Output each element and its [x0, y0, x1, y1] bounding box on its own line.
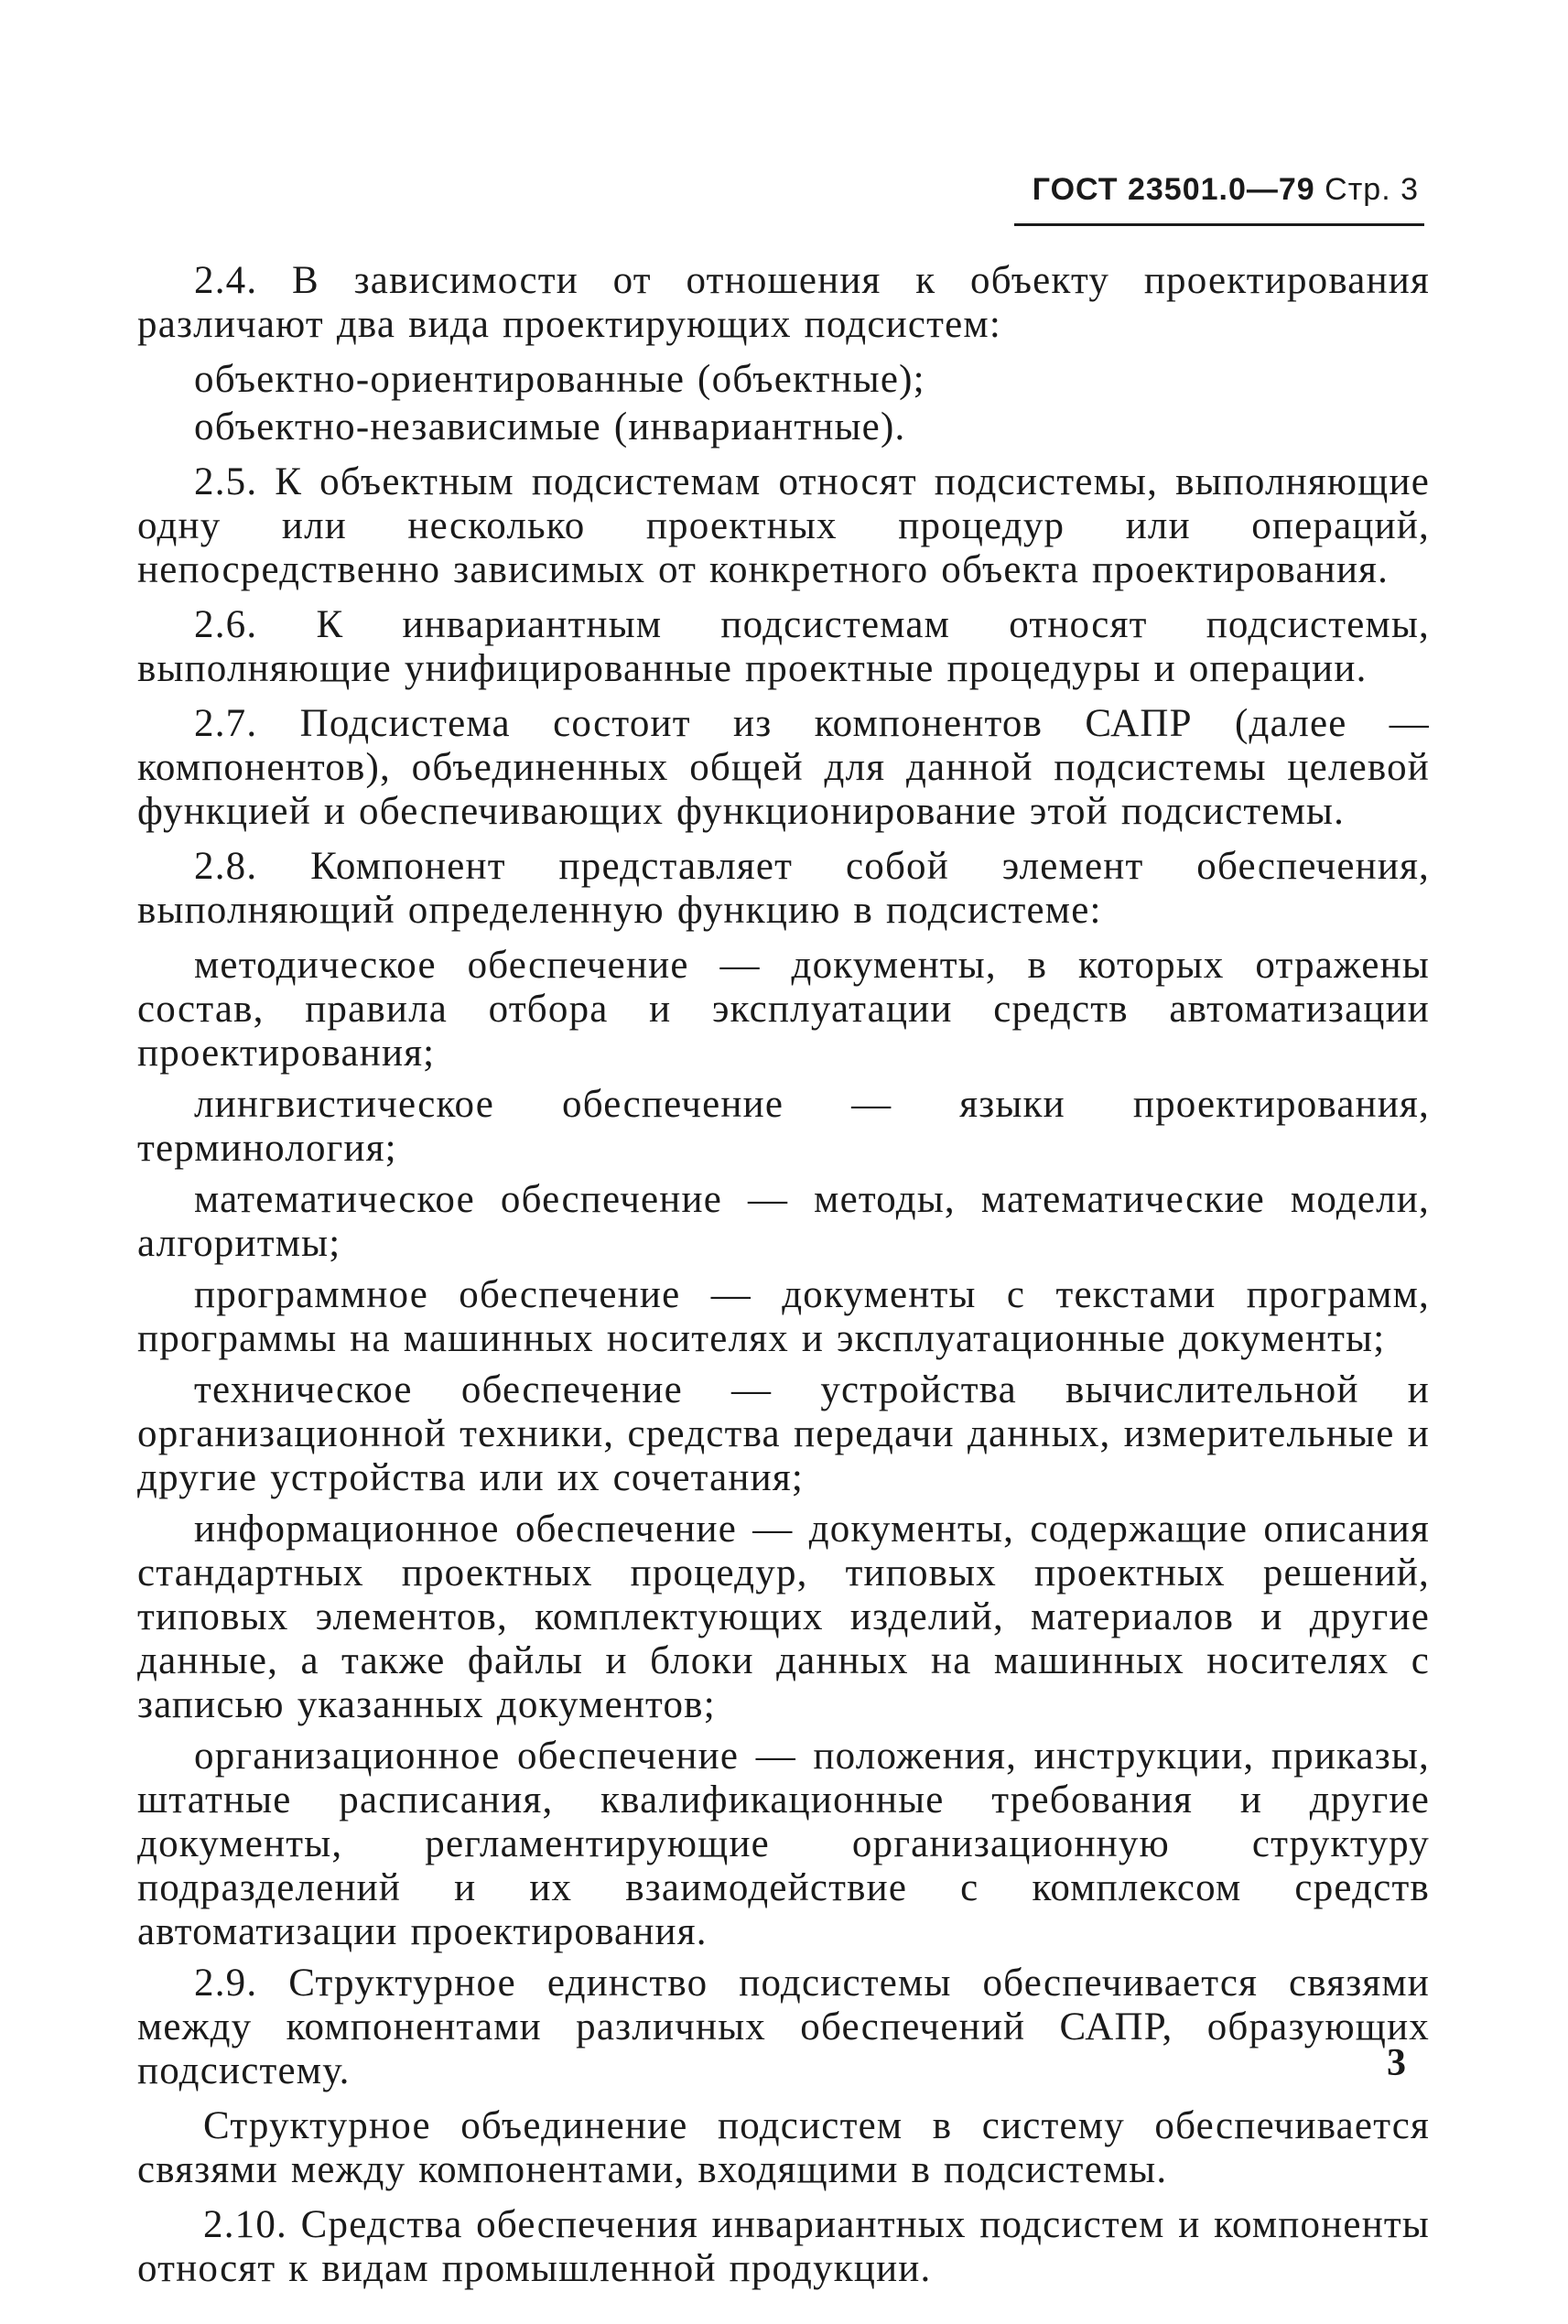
page-number: 3 [1387, 2042, 1406, 2084]
paragraph-2-6: 2.6. К инвариантным подсистемам относят подсистемы, выполняющие унифицированные проектные процедуры и операции. [137, 603, 1430, 690]
paragraph-2-4: 2.4. В зависимости от отношения к объекту проектирования различают два вида проектирующих подсистем: [137, 259, 1430, 346]
list-item-object-oriented: объектно-ориентированные (объектные); [194, 358, 925, 401]
list-item-technical: техническое обеспечение — устройства вычислительной и организационной техники, средства передачи данных, измерительные и другие устройства или их сочетания; [137, 1368, 1430, 1499]
paragraph-2-5: 2.5. К объектным подсистемам относят подсистемы, выполняющие одну или несколько проектных процедур или операций, непосредственно зависимых от конкретного объекта проектирования. [137, 460, 1430, 591]
paragraph-structural-union: Структурное объединение подсистем в систему обеспечивается связями между компонентами, входящими в подсистемы. [137, 2104, 1430, 2191]
list-item-linguistic: лингвистическое обеспечение — языки проектирования, терминология; [137, 1083, 1430, 1170]
page-header [1033, 172, 1419, 208]
list-item-informational: информационное обеспечение — документы, содержащие описания стандартных проектных процедур, типовых проектных решений, типовых элементов, комплектующих изделий, материалов и другие данные, а также файлы и блоки данных на машинных носителях с записью указанных документов; [137, 1508, 1430, 1726]
list-item-software: программное обеспечение — документы с текстами программ, программы на машинных носителях и эксплуатационные документы; [137, 1273, 1430, 1360]
list-item-methodical: методическое обеспечение — документы, в которых отражены состав, правила отбора и эксплуатации средств автоматизации проектирования; [137, 944, 1430, 1075]
list-item-organizational: организационное обеспечение — положения, инструкции, приказы, штатные расписания, квалификационные требования и другие документы, регламентирующие организационную структуру подразделений и их взаимодействие с комплексом средств автоматизации проектирования. [137, 1735, 1430, 1953]
document-body [137, 259, 1430, 2302]
paragraph-2-9: 2.9. Структурное единство подсистемы обеспечивается связями между компонентами различных обеспечений САПР, образующих подсистему. [137, 1962, 1430, 2092]
paragraph-2-10: 2.10. Средства обеспечения инвариантных подсистем и компоненты относят к видам промышленной продукции. [137, 2203, 1430, 2290]
header-rule [1014, 223, 1424, 226]
standard-designation: ГОСТ 23501.0—79 [1032, 172, 1315, 207]
paragraph-2-8: 2.8. Компонент представляет собой элемент обеспечения, выполняющий определенную функцию в подсистеме: [137, 845, 1430, 932]
paragraph-2-7: 2.7. Подсистема состоит из компонентов САПР (далее — компонентов), объединенных общей для данной подсистемы целевой функцией и обеспечивающих функционирование этой подсистемы. [137, 702, 1430, 833]
list-item-mathematical: математическое обеспечение — методы, математические модели, алгоритмы; [137, 1178, 1430, 1265]
page-label: Стр. 3 [1325, 172, 1419, 207]
list-item-object-independent: объектно-независимые (инвариантные). [194, 405, 906, 449]
